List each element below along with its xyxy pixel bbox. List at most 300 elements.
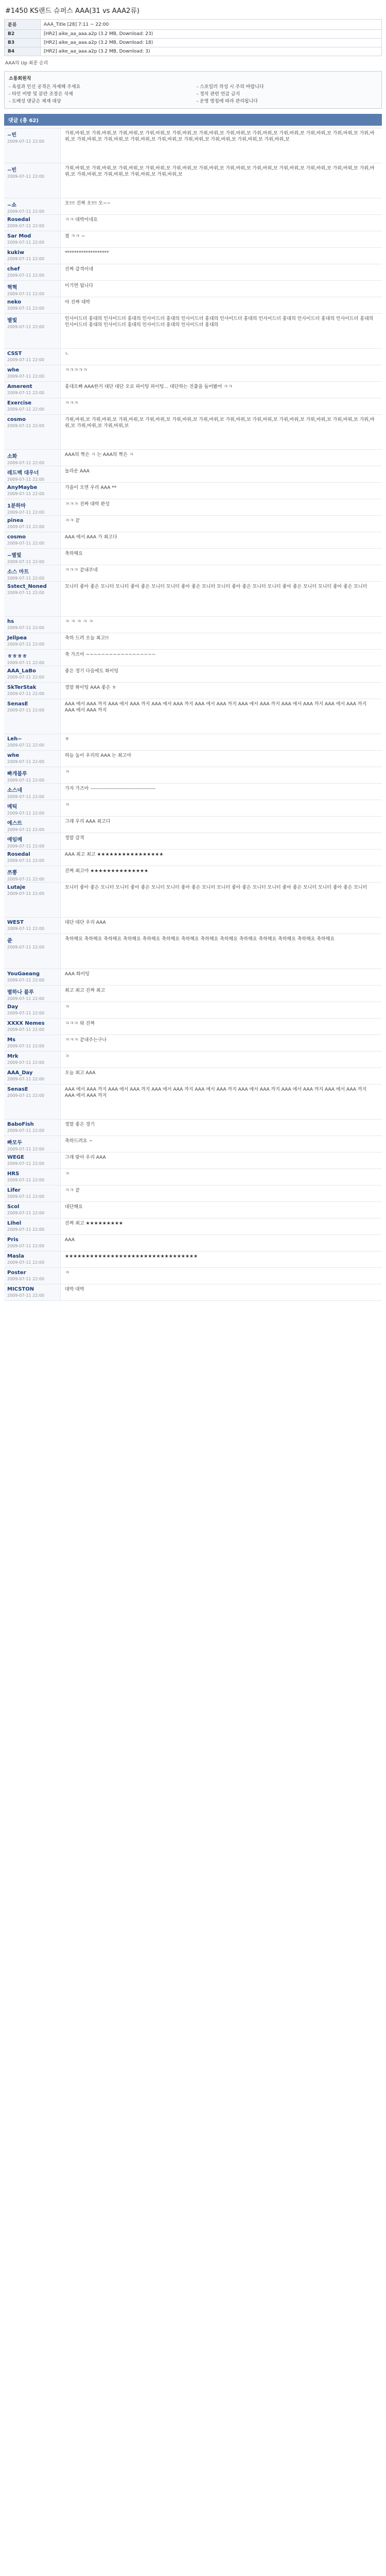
comment-author-block bbox=[4, 650, 61, 666]
comment-row bbox=[4, 483, 382, 499]
comment-date: 2009-07-11 22:00 bbox=[7, 877, 45, 882]
comment-author-block bbox=[4, 466, 61, 482]
comment-date: 2009-07-11 22:00 bbox=[7, 827, 45, 832]
comment-text: 오늘 최고 AAA bbox=[65, 1071, 96, 1076]
comment-nick[interactable]: Lifer bbox=[7, 1188, 21, 1193]
comment-author-block bbox=[4, 231, 61, 247]
comment-author-block bbox=[4, 784, 61, 800]
comment-author-block bbox=[4, 833, 61, 849]
comment-row bbox=[4, 666, 382, 683]
comment-nick[interactable]: Rosedal bbox=[7, 217, 30, 223]
comment-date: 2009-07-11 22:00 bbox=[7, 374, 45, 379]
comment-date: 2009-07-11 22:00 bbox=[7, 978, 45, 982]
comment-text: 축하해요 축하해요 축하해요 축하해요 축하해요 축하해요 축하해요 축하해요 축하해요 축하해요 축하해요 축하해요 축하해요 축하해요 bbox=[65, 937, 335, 942]
comment-author-block bbox=[4, 349, 61, 365]
comment-text: 진짜 최고 ★★★★★★★★★ bbox=[65, 1221, 124, 1226]
comment-date: 2009-07-11 22:00 bbox=[7, 675, 45, 680]
meta-key: B2 bbox=[5, 30, 41, 39]
hint-text: AAA의 Up 최종 승리 bbox=[5, 61, 48, 66]
comment-author-block bbox=[4, 633, 61, 649]
comment-date: 2009-07-11 22:00 bbox=[7, 642, 45, 647]
comment-text: ㅋ ㅋ ㅋ ㅋ ㅋ bbox=[65, 619, 93, 624]
meta-key: 분류 bbox=[5, 20, 41, 30]
comment-text: 가위,바위,보 가위,바위,보 가위,바위,보 가위,바위,보 가위,바위,보 가위,바위,보 가위,바위,보 가위,바위,보 가위,바위,보 가위,바위,보 가위,바위,보 가위,바위,보 가위,바위,보 가위,바위,보 가위,바위,보 가위,바위,보 bbox=[65, 166, 375, 177]
comment-row bbox=[4, 918, 382, 934]
comment-date: 2009-07-11 22:00 bbox=[7, 858, 45, 863]
comment-text: 인사이드더 홍대의 인사이드더 홍대의 인사이드더 홍대의 인사이드더 홍대의 인사이드더 홍대의 인사이드더 홍대의 인사이드더 홍대의 인사이드더 홍대의 인사이드더 홍대의 인사이드더 홍대의 인사이드더 홍대의 인사이드더 홍대의 bbox=[65, 316, 374, 328]
comment-date: 2009-07-11 22:00 bbox=[7, 1178, 45, 1182]
comment-date: 2009-07-11 22:00 bbox=[7, 691, 45, 696]
comment-author-block bbox=[4, 565, 61, 581]
comment-nick[interactable]: whe bbox=[7, 367, 20, 373]
meta-row bbox=[5, 20, 382, 30]
comment-date: 2009-07-11 22:00 bbox=[7, 524, 45, 529]
comment-date: 2009-07-11 22:00 bbox=[7, 576, 45, 581]
comment-date: 2009-07-11 22:00 bbox=[7, 1093, 45, 1098]
comment-nick[interactable]: Scol bbox=[7, 1204, 20, 1210]
notice-item: - 운영 방침에 따라 관리됩니다 bbox=[197, 99, 258, 104]
comment-text: 정말 감격 bbox=[65, 836, 84, 841]
comment-author-block bbox=[4, 1169, 61, 1185]
comment-author-block bbox=[4, 666, 61, 682]
comment-author-block bbox=[4, 163, 61, 198]
comment-author-block bbox=[4, 483, 61, 499]
comment-nick[interactable]: Amerent bbox=[7, 384, 32, 389]
comment-date: 2009-07-11 22:00 bbox=[7, 743, 45, 748]
comment-nick[interactable]: ~빈 bbox=[7, 132, 17, 138]
comment-row bbox=[4, 382, 382, 398]
comment-date: 2009-07-11 22:00 bbox=[7, 1027, 45, 1032]
comment-text: ㅋㅋ 끝 bbox=[65, 1188, 80, 1193]
comment-text: 그래 맞아 우리 AAA bbox=[65, 1155, 106, 1160]
meta-key: B3 bbox=[5, 39, 41, 47]
comment-nick[interactable]: Ms bbox=[7, 1037, 15, 1043]
comment-author-block bbox=[4, 1284, 61, 1300]
comment-author-block bbox=[4, 817, 61, 833]
comment-text: 정말 화이팅 AAA 좋은 ㅎ bbox=[65, 685, 116, 690]
comment-text: ㅋㅋㅋ 진짜 대박 완성 bbox=[65, 502, 110, 507]
comment-nick[interactable]: cosmo bbox=[7, 534, 26, 540]
comment-text: ㅋㅋ 대박이네요 bbox=[65, 217, 98, 223]
comment-text: ㅋ bbox=[65, 803, 69, 808]
comment-nick[interactable]: Leh~ bbox=[7, 736, 22, 742]
comment-text: 홍대오빠 AAA한거 대단 대단 오로 파이팅 파이팅... 대단하는 진출을 들어봤어 ㅋㅋ bbox=[65, 384, 233, 389]
comment-nick[interactable]: AAA_LaBo bbox=[7, 668, 36, 674]
comment-row bbox=[4, 163, 382, 198]
comment-author-block bbox=[4, 1218, 61, 1234]
comment-author-block bbox=[4, 281, 61, 297]
comment-row bbox=[4, 1202, 382, 1218]
comment-date: 2009-07-11 22:00 bbox=[7, 759, 45, 764]
comment-date: 2009-07-11 22:00 bbox=[7, 1128, 45, 1133]
comment-date: 2009-07-11 22:00 bbox=[7, 174, 45, 179]
comment-row bbox=[4, 1035, 382, 1052]
comment-text: ㅋㅋㅋ 와 진짜 bbox=[65, 1021, 95, 1026]
comment-nick[interactable]: BaboFish bbox=[7, 1122, 34, 1127]
comment-row bbox=[4, 969, 382, 986]
comment-author-block bbox=[4, 1136, 61, 1152]
comment-date: 2009-07-11 22:00 bbox=[7, 1277, 45, 1281]
comment-author-block bbox=[4, 1153, 61, 1168]
comment-text: AAA 에서 AAA 가 최고다 bbox=[65, 535, 117, 540]
notice-heading: 소통회원칙 bbox=[9, 76, 31, 81]
comment-nick[interactable]: Poster bbox=[7, 1270, 26, 1276]
comment-text: ******************* bbox=[65, 250, 109, 256]
comment-text: ㅋ bbox=[65, 1270, 69, 1276]
comment-nick[interactable]: ~빈 bbox=[7, 167, 17, 173]
comment-text: ㅋㅋ 끝 bbox=[65, 518, 80, 523]
comment-text: ㅋ bbox=[65, 1005, 69, 1010]
comment-date: 2009-07-11 22:00 bbox=[7, 541, 45, 546]
comment-nick[interactable]: 빠개블루 bbox=[7, 771, 27, 777]
comment-text: 졌 ㅋㅋ ~ bbox=[65, 234, 85, 239]
comment-author-block bbox=[4, 398, 61, 414]
notice-item: - 타인 비방 및 분란 조장은 삭제 bbox=[9, 92, 73, 97]
comment-date: 2009-07-11 22:00 bbox=[7, 492, 45, 496]
comment-date: 2009-07-11 22:00 bbox=[7, 1293, 45, 1298]
comment-row bbox=[4, 1084, 382, 1120]
comment-author-block bbox=[4, 264, 61, 280]
comment-nick[interactable]: 별빛 bbox=[7, 318, 17, 324]
comment-text: 가을이 오면 우리 AAA ** bbox=[65, 485, 117, 490]
comment-date: 2009-07-11 22:00 bbox=[7, 391, 45, 395]
comment-nick[interactable]: ㅎㅎㅎㅎ bbox=[7, 654, 27, 659]
comment-row bbox=[4, 415, 382, 450]
comment-nick[interactable]: 에스뜨 bbox=[7, 821, 22, 826]
comment-date: 2009-07-11 22:00 bbox=[7, 358, 45, 362]
comment-date: 2009-07-11 22:00 bbox=[7, 1260, 45, 1265]
comment-author-block bbox=[4, 1202, 61, 1218]
comment-row bbox=[4, 532, 382, 549]
comment-date: 2009-07-11 22:00 bbox=[7, 407, 45, 412]
comment-row bbox=[4, 883, 382, 918]
comment-row bbox=[4, 314, 382, 349]
comment-text: AAA 에서 AAA 까지 AAA 에서 AAA 까지 AAA 에서 AAA 까지 AAA 에서 AAA 까지 AAA 에서 AAA 까지 AAA 에서 AAA 까지 AAA 에서 AAA 까지 AAA 에서 AAA 까지 bbox=[65, 1087, 367, 1098]
comment-text: ㅋㅋㅋ 끝내주는구나 bbox=[65, 1038, 107, 1043]
comment-row bbox=[4, 450, 382, 466]
comment-row bbox=[4, 699, 382, 734]
comment-nick[interactable]: 쯔뽕 bbox=[7, 870, 17, 876]
comment-author-block bbox=[4, 382, 61, 398]
meta-value[interactable]: [HR2] aike_aa_aaa.a2p (3.2 MB, Download: 23) bbox=[41, 30, 382, 39]
comment-date: 2009-07-11 22:00 bbox=[7, 477, 45, 482]
comment-date: 2009-07-11 22:00 bbox=[7, 224, 45, 228]
comment-author-block bbox=[4, 1052, 61, 1067]
comment-text: ㅋㅋㅋㅋㅋ bbox=[65, 368, 87, 373]
comment-date: 2009-07-11 22:00 bbox=[7, 625, 45, 630]
comment-author-block bbox=[4, 617, 61, 633]
comment-date: 2009-07-11 22:00 bbox=[7, 209, 45, 214]
comment-nick[interactable]: 소스 마트 bbox=[7, 569, 29, 575]
comment-row bbox=[4, 866, 382, 883]
comment-text: ㄴ bbox=[65, 351, 69, 357]
comment-text: 이기면 됩니다 bbox=[65, 283, 94, 289]
comment-nick[interactable]: Exercise bbox=[7, 400, 32, 406]
meta-key: B4 bbox=[5, 47, 41, 56]
comment-nick[interactable]: WEST bbox=[7, 920, 24, 925]
comment-author-block bbox=[4, 1068, 61, 1084]
meta-row bbox=[5, 47, 382, 56]
comment-date: 2009-07-11 22:00 bbox=[7, 996, 45, 1001]
comment-author-block bbox=[4, 248, 61, 264]
comment-nick[interactable]: AAA_Day bbox=[7, 1070, 33, 1076]
comment-date: 2009-07-11 22:00 bbox=[7, 325, 45, 329]
comment-nick[interactable]: MICSTON bbox=[7, 1286, 34, 1292]
comment-text: AAA 최고 최고 ★★★★★★★★★★★★★★★★ bbox=[65, 852, 164, 857]
comment-text: 가자 가즈아 --------------------------------------- bbox=[65, 786, 155, 791]
comment-author-block bbox=[4, 1019, 61, 1035]
comment-nick[interactable]: 소스네 bbox=[7, 788, 22, 793]
comment-author-block bbox=[4, 516, 61, 532]
comment-date: 2009-07-11 22:00 bbox=[7, 1044, 45, 1048]
meta-value[interactable]: [HR2] aike_aa_aaa.a2p (3.2 MB, Download: 3) bbox=[41, 47, 382, 56]
comment-row bbox=[4, 1169, 382, 1185]
comment-row bbox=[4, 1284, 382, 1301]
comment-author-block bbox=[4, 751, 61, 767]
comment-nick[interactable]: 소화 bbox=[7, 454, 17, 460]
comment-text: AAA bbox=[65, 1238, 75, 1243]
comment-nick[interactable]: SkTerStak bbox=[7, 685, 37, 690]
comment-author-block bbox=[4, 198, 61, 214]
comment-row bbox=[4, 1268, 382, 1284]
comment-author-block bbox=[4, 314, 61, 348]
comment-nick[interactable]: hs bbox=[7, 619, 14, 624]
notice-left bbox=[9, 83, 189, 105]
comment-row bbox=[4, 549, 382, 565]
comment-date: 2009-07-11 22:00 bbox=[7, 1147, 45, 1151]
comment-row bbox=[4, 516, 382, 532]
comment-text: 축하드려요 ~ bbox=[65, 1139, 93, 1144]
comment-author-block bbox=[4, 1235, 61, 1251]
comment-nick[interactable]: HRS bbox=[7, 1171, 20, 1177]
comment-row bbox=[4, 1235, 382, 1251]
comment-nick[interactable]: pinea bbox=[7, 518, 24, 523]
notice-item: - 욕설과 인신 공격은 자제해 주세요 bbox=[9, 84, 81, 90]
comment-nick[interactable]: SenasE bbox=[7, 1087, 28, 1092]
comment-row bbox=[4, 128, 382, 163]
comment-date: 2009-07-11 22:00 bbox=[7, 794, 45, 799]
comment-author-block bbox=[4, 215, 61, 231]
comment-text: 진짜 감격이네 bbox=[65, 267, 94, 272]
comment-text: 오!!! 진짜 오!!! 오~~ bbox=[65, 201, 111, 206]
comment-row bbox=[4, 833, 382, 850]
comment-date: 2009-07-11 22:00 bbox=[7, 590, 45, 595]
comment-nick[interactable]: Mrk bbox=[7, 1054, 19, 1059]
comment-author-block bbox=[4, 734, 61, 750]
comment-text: 그래 우리 AAA 최고다 bbox=[65, 819, 111, 824]
comment-author-block bbox=[4, 683, 61, 699]
comment-row bbox=[4, 582, 382, 617]
comment-nick[interactable]: whe bbox=[7, 753, 20, 758]
comment-date: 2009-07-11 22:00 bbox=[7, 1011, 45, 1015]
comment-text: 축하해요 bbox=[65, 551, 83, 556]
comment-date: 2009-07-11 22:00 bbox=[7, 139, 45, 144]
comments-header: 댓글 (총 62) bbox=[4, 114, 382, 126]
comment-date: 2009-07-11 22:00 bbox=[7, 1060, 45, 1065]
comment-text: ★★★★★★★★★★★★★★★★★★★★★★★★★★★★★★★★ bbox=[65, 1254, 198, 1259]
comment-text: 정말 좋은 경기 bbox=[65, 1122, 95, 1127]
comment-date: 2009-07-11 22:00 bbox=[7, 510, 45, 515]
comment-author-block bbox=[4, 532, 61, 548]
comment-date: 2009-07-11 22:00 bbox=[7, 1244, 45, 1248]
comment-row bbox=[4, 1120, 382, 1136]
comment-text: 모니터 좋아 좋은 모니터 모니터 좋아 좋은 모니터 모니터 좋아 좋은 모니터 모니터 좋아 좋은 모니터 모니터 좋아 좋은 모니터 모니터 좋아 좋은 모니터 bbox=[65, 584, 367, 589]
comment-author-block bbox=[4, 1251, 61, 1267]
comment-author-block bbox=[4, 986, 61, 1002]
comment-row bbox=[4, 617, 382, 633]
comment-text: AAA 에서 AAA 까지 AAA 에서 AAA 까지 AAA 에서 AAA 까지 AAA 에서 AAA 까지 AAA 에서 AAA 까지 AAA 에서 AAA 까지 AAA 에서 AAA 까지 AAA 에서 AAA 까지 bbox=[65, 702, 367, 713]
comment-date: 2009-07-11 22:00 bbox=[7, 1161, 45, 1166]
comment-author-block bbox=[4, 883, 61, 917]
comment-row bbox=[4, 1052, 382, 1068]
comment-date: 2009-07-11 22:00 bbox=[7, 306, 45, 311]
comment-nick[interactable]: Pris bbox=[7, 1237, 19, 1243]
comment-text: 대단 대단 우리 AAA bbox=[65, 920, 106, 925]
comment-nick[interactable]: 레드백 대우너 bbox=[7, 470, 39, 476]
notice-item: - 정치 관련 언급 금지 bbox=[197, 92, 240, 97]
comment-text: 가위,바위,보 가위,바위,보 가위,바위,보 가위,바위,보 가위,바위,보 가위,바위,보 가위,바위,보 가위,바위,보 가위,바위,보 가위,바위,보 가위,바위,보 가위,바위,보 가위,바위,보 가위,바위,보 가위,바위,보 가위,바위,보 가위,바위,보 가위,바위,보 가위,바위,보 가위,바위,보 bbox=[65, 131, 375, 142]
comment-text: AAA 화이팅 bbox=[65, 972, 90, 977]
comment-author-block bbox=[4, 1120, 61, 1136]
comment-row bbox=[4, 1002, 382, 1019]
comment-nick[interactable]: ~별빛 bbox=[7, 553, 22, 558]
notice-box bbox=[4, 71, 382, 109]
comment-nick[interactable]: Masla bbox=[7, 1253, 24, 1259]
meta-value[interactable]: [HR2] aike_aa_aaa.a2p (3.2 MB, Download: 18) bbox=[41, 39, 382, 47]
comment-author-block bbox=[4, 1035, 61, 1051]
comment-nick[interactable]: 빠모두 bbox=[7, 1140, 22, 1146]
comment-row bbox=[4, 281, 382, 297]
comment-author-block bbox=[4, 582, 61, 616]
comment-row bbox=[4, 1218, 382, 1235]
comment-row bbox=[4, 198, 382, 215]
comment-nick[interactable]: Sar Mod bbox=[7, 233, 31, 239]
comment-row bbox=[4, 683, 382, 699]
comment-date: 2009-07-11 22:00 bbox=[7, 945, 45, 950]
comment-row bbox=[4, 850, 382, 866]
comment-text: 축하 드려 오늘 최고!! bbox=[65, 636, 109, 641]
comment-nick[interactable]: 메틱 bbox=[7, 804, 17, 810]
comment-text: ㅎ bbox=[65, 737, 69, 742]
comment-text: ㅋ bbox=[65, 770, 69, 775]
comment-text: 좋은 경기 다음에도 화이팅 bbox=[65, 669, 119, 674]
meta-row bbox=[5, 30, 382, 39]
comment-author-block bbox=[4, 918, 61, 934]
comment-date: 2009-07-11 22:00 bbox=[7, 1227, 45, 1232]
comment-nick[interactable]: CSST bbox=[7, 351, 22, 357]
comment-nick[interactable]: Sstect_Noned bbox=[7, 584, 47, 589]
comment-nick[interactable]: Jellpea bbox=[7, 635, 27, 641]
comment-date: 2009-07-11 22:00 bbox=[7, 240, 45, 245]
comment-row bbox=[4, 297, 382, 314]
comment-row bbox=[4, 734, 382, 751]
comment-row bbox=[4, 800, 382, 817]
comment-date: 2009-07-11 22:00 bbox=[7, 844, 45, 849]
comment-nick[interactable]: XXXX Nemes bbox=[7, 1021, 45, 1026]
comment-row bbox=[4, 1251, 382, 1268]
comment-nick[interactable]: 별하나 블루 bbox=[7, 990, 34, 995]
comment-nick[interactable]: Day bbox=[7, 1004, 19, 1010]
comment-date: 2009-07-11 22:00 bbox=[7, 1194, 45, 1199]
comment-text: 하늘 높이 우리의 AAA 는 최고야 bbox=[65, 753, 131, 758]
comment-row bbox=[4, 565, 382, 582]
comment-author-block bbox=[4, 1268, 61, 1284]
comment-row bbox=[4, 1019, 382, 1035]
comment-row bbox=[4, 751, 382, 767]
comment-nick[interactable]: Lihel bbox=[7, 1221, 22, 1226]
comment-author-block bbox=[4, 499, 61, 515]
comment-nick[interactable]: 에임메 bbox=[7, 837, 22, 843]
comment-author-block bbox=[4, 415, 61, 449]
comment-nick[interactable]: AnyMaybe bbox=[7, 485, 38, 490]
comment-date: 2009-07-11 22:00 bbox=[7, 660, 45, 665]
comment-row bbox=[4, 784, 382, 800]
comment-text: 진짜 최고야 ★★★★★★★★★★★★★★ bbox=[65, 869, 149, 874]
comment-author-block bbox=[4, 549, 61, 565]
comment-nick[interactable]: Rosedal bbox=[7, 852, 30, 857]
comment-author-block bbox=[4, 1185, 61, 1201]
comment-date: 2009-07-11 22:00 bbox=[7, 1211, 45, 1215]
comment-author-block bbox=[4, 699, 61, 734]
comment-date: 2009-07-11 22:00 bbox=[7, 1077, 45, 1081]
comment-row bbox=[4, 365, 382, 382]
comment-nick[interactable]: ~쇼 bbox=[7, 202, 17, 208]
comment-nick[interactable]: SenasE bbox=[7, 701, 28, 707]
comment-nick[interactable]: chef bbox=[7, 266, 20, 272]
comment-row bbox=[4, 986, 382, 1002]
comment-row bbox=[4, 1185, 382, 1202]
comment-date: 2009-07-11 22:00 bbox=[7, 708, 45, 713]
comment-nick[interactable]: Lutaje bbox=[7, 885, 26, 890]
comment-nick[interactable]: YouGaeang bbox=[7, 971, 40, 977]
comment-author-block bbox=[4, 866, 61, 882]
comment-author-block bbox=[4, 450, 61, 466]
comment-row bbox=[4, 767, 382, 784]
comment-nick[interactable]: neko bbox=[7, 299, 22, 305]
comment-nick[interactable]: kukiw bbox=[7, 250, 25, 256]
comment-nick[interactable]: cosmo bbox=[7, 417, 26, 422]
comment-date: 2009-07-11 22:00 bbox=[7, 273, 45, 278]
comment-text: ㅋ bbox=[65, 1172, 69, 1177]
comment-text: 대단해요 bbox=[65, 1205, 83, 1210]
comment-nick[interactable]: WEGE bbox=[7, 1155, 24, 1160]
comment-date: 2009-07-11 22:00 bbox=[7, 461, 45, 465]
comment-text: 대박 대박 bbox=[65, 1287, 84, 1292]
comment-text: 놀라운 AAA bbox=[65, 469, 90, 474]
comment-author-block bbox=[4, 1084, 61, 1119]
comment-author-block bbox=[4, 1002, 61, 1018]
comment-date: 2009-07-11 22:00 bbox=[7, 778, 45, 783]
comment-row bbox=[4, 499, 382, 516]
comment-nick[interactable]: 쥰 bbox=[7, 938, 12, 944]
comment-nick[interactable]: 혁혁 bbox=[7, 285, 17, 291]
meta-value[interactable]: AAA_Title [28] 7:11 ~ 22:00 bbox=[41, 20, 382, 30]
comment-text: 축 가즈아 ~~~~~~~~~~~~~~~~~~ bbox=[65, 652, 156, 657]
comment-date: 2009-07-11 22:00 bbox=[7, 257, 45, 261]
comment-author-block bbox=[4, 767, 61, 783]
comment-nick[interactable]: 1분하마 bbox=[7, 503, 26, 509]
comment-text: AAA의 짝은 ㅋ 는 AAA의 짝은 ㅋ bbox=[65, 452, 134, 457]
comment-author-block bbox=[4, 800, 61, 816]
notice-item: - 도배성 댓글은 제재 대상 bbox=[9, 99, 61, 104]
comment-author-block bbox=[4, 297, 61, 313]
comment-author-block bbox=[4, 934, 61, 969]
comment-row bbox=[4, 349, 382, 365]
comment-row bbox=[4, 934, 382, 969]
notice-item: - 스포일러 작성 시 주의 바랍니다 bbox=[197, 84, 264, 90]
comments-list bbox=[4, 128, 382, 1301]
comment-date: 2009-07-11 22:00 bbox=[7, 560, 45, 564]
